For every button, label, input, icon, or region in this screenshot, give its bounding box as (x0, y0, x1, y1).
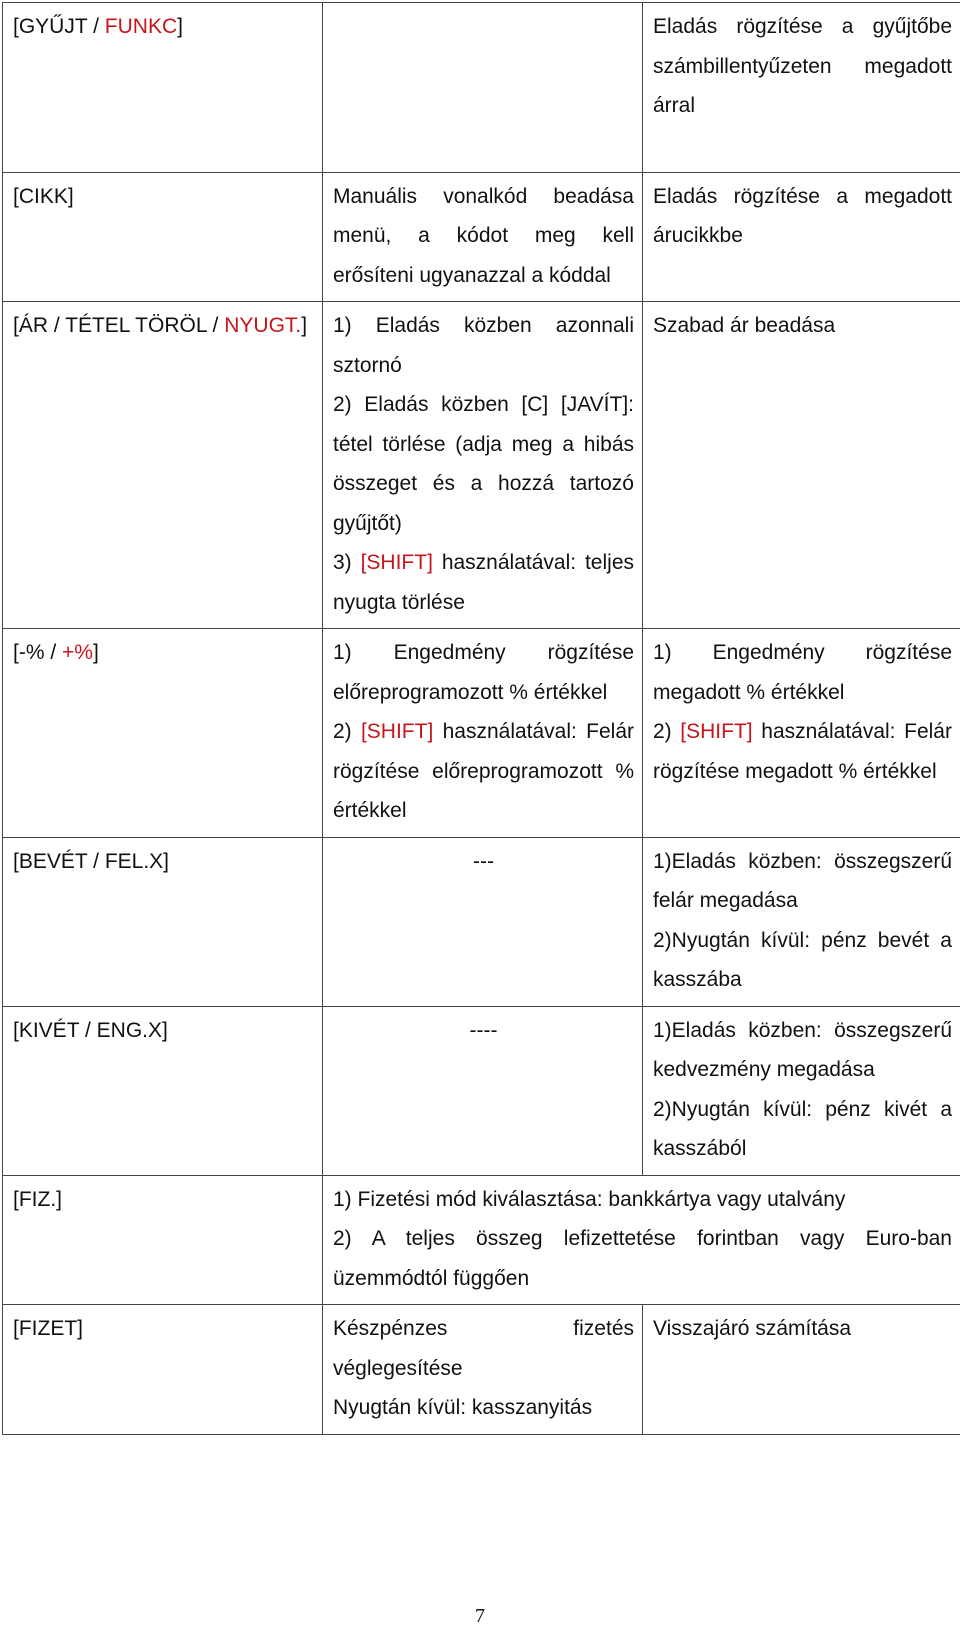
cell-paragraph (333, 306, 634, 385)
cell-paragraph (333, 633, 634, 712)
key-cell (3, 1006, 323, 1175)
cell-paragraph: Manuális vonalkód beadása menü, a kódot meg kell erősíteni ugyanazzal a kóddal (333, 184, 634, 287)
key-cell (3, 1175, 323, 1305)
text-run: ] (301, 314, 308, 337)
cell-paragraph (333, 543, 634, 622)
cell-paragraph (653, 712, 952, 791)
table-row (3, 1305, 960, 1435)
highlighted-key-text: [SHIFT] (360, 551, 433, 574)
function-cell (323, 302, 643, 629)
cell-paragraph: Készpénzes fizetés véglegesítése (333, 1317, 634, 1380)
text-run: 2) Eladás közben [C] [JAVÍT]: tétel törlése (adja meg a hibás összeget és a hozzá tartozó gyűjtőt) (333, 393, 634, 535)
cell-paragraph: 1)Eladás közben: összegszerű kedvezmény megadása (653, 1018, 952, 1081)
key-cell (3, 3, 323, 173)
table-row (3, 3, 960, 173)
text-run: [-% / (13, 641, 63, 664)
function-cell-alt (643, 1305, 960, 1435)
cell-paragraph: 1)Eladás közben: összegszerű felár megadása (653, 849, 952, 912)
cell-paragraph: Nyugtán kívül: kasszanyitás (333, 1396, 593, 1419)
function-cell-alt (643, 302, 960, 629)
text-run: [CIKK] (13, 184, 74, 208)
highlighted-key-text: [SHIFT] (680, 720, 753, 743)
text-run: 1) Eladás közben azonnali sztornó (333, 314, 634, 377)
table-row (3, 302, 960, 629)
text-run: használatával: Felár rögzítése megadott % értékkel (653, 720, 952, 783)
function-cell: --- (323, 837, 643, 1006)
text-run: [FIZ.] (13, 1187, 62, 1211)
cell-paragraph (333, 712, 634, 831)
cell-paragraph (333, 385, 634, 543)
text-run: használatával: teljes nyugta törlése (333, 551, 634, 614)
table-row (3, 1006, 960, 1175)
highlighted-key-text: NYUGT. (224, 314, 302, 337)
table-row (3, 837, 960, 1006)
text-run: [BEVÉT / FEL.X] (13, 849, 170, 873)
function-cell-alt (643, 629, 960, 838)
text-run: 2) (333, 720, 361, 743)
text-run: [ÁR / TÉTEL TÖRÖL / (13, 314, 225, 337)
key-cell (3, 302, 323, 629)
cell-paragraph: Szabad ár beadása (653, 314, 836, 337)
text-run: [FIZET] (13, 1317, 83, 1340)
cell-paragraph: 2) A teljes összeg lefizettetése forintban vagy Euro-ban üzemmódtól függően (333, 1227, 952, 1290)
cell-paragraph: 2)Nyugtán kívül: pénz bevét a kasszába (653, 928, 952, 991)
text-run: 1) Engedmény rögzítése előreprogramozott % értékkel (333, 641, 634, 704)
text-run: ] (92, 641, 99, 664)
text-run: használatával: Felár rögzítése előreprogramozott % értékkel (333, 720, 634, 822)
text-run: 1) Engedmény rögzítése megadott % értékkel (653, 641, 952, 704)
cell-paragraph: Visszajáró számítása (653, 1317, 852, 1340)
function-cell-alt (643, 172, 960, 302)
function-cell (323, 629, 643, 838)
function-cell-alt (643, 837, 960, 1006)
key-function-table-body (3, 3, 960, 1435)
cell-paragraph: Eladás rögzítése a megadott árucikkbe (653, 184, 952, 247)
cell-paragraph: 2)Nyugtán kívül: pénz kivét a kasszából (653, 1097, 952, 1160)
function-cell-alt (643, 3, 960, 173)
table-row (3, 1175, 960, 1305)
function-cell-alt (643, 1006, 960, 1175)
page-number: 7 (475, 1605, 485, 1627)
cell-paragraph: 1) Fizetési mód kiválasztása: bankkártya vagy utalvány (333, 1187, 846, 1211)
text-run: [KIVÉT / ENG.X] (13, 1018, 168, 1042)
cell-paragraph: Eladás rögzítése a gyűjtőbe számbillentyűzeten megadott árral (653, 15, 952, 117)
cell-paragraph (653, 633, 952, 712)
highlighted-key-text: FUNKC (104, 15, 178, 38)
function-cell (323, 3, 643, 173)
key-cell (3, 172, 323, 302)
highlighted-key-text: [SHIFT] (360, 720, 434, 743)
highlighted-key-text: +% (62, 641, 93, 664)
function-cell (323, 172, 643, 302)
function-cell: ---- (323, 1006, 643, 1175)
text-run: 2) (653, 720, 681, 743)
key-cell (3, 629, 323, 838)
function-cell (323, 1305, 643, 1435)
table-row (3, 172, 960, 302)
text-run: 3) (333, 551, 361, 574)
text-run: [GYŰJT / (13, 15, 105, 38)
key-cell (3, 1305, 323, 1435)
key-cell (3, 837, 323, 1006)
key-function-table (2, 2, 960, 1435)
function-cell-span (323, 1175, 960, 1305)
text-run: ] (177, 15, 183, 38)
table-row (3, 629, 960, 838)
